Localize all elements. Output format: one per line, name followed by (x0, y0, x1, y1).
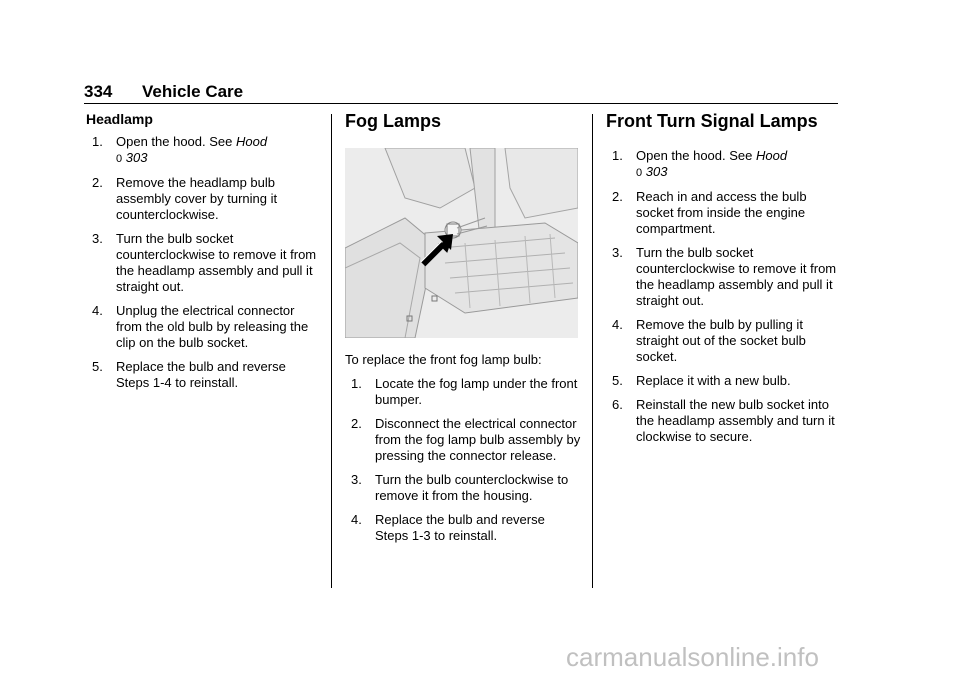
fog-lamps-heading: Fog Lamps (345, 111, 442, 131)
headlamp-steps (86, 134, 322, 391)
fog-lamps-section (345, 110, 581, 552)
list-item: 1. Locate the fog lamp under the front bumper. (351, 376, 578, 407)
list-item: 5. Replace the bulb and reverse Steps 1-4 to reinstall. (92, 359, 286, 390)
page-reference[interactable]: 0 303 (116, 150, 148, 165)
column-divider-2 (592, 114, 593, 588)
page-reference[interactable]: 0 303 (636, 164, 668, 179)
column-divider-1 (331, 114, 332, 588)
list-item: 4. Remove the bulb by pulling it straight out of the socket bulb socket. (612, 317, 806, 364)
list-item: 4. Unplug the electrical connector from the old bulb by releasing the clip on the bulb socket. (92, 303, 309, 350)
page-number: 334 (84, 82, 113, 101)
page-ref-icon: 0 (116, 153, 123, 165)
list-item: 1. Open the hood. See Hood 0 303 (86, 134, 322, 167)
headlamp-heading: Headlamp (86, 111, 153, 127)
fog-lamps-steps (345, 376, 581, 544)
list-item: 2. Disconnect the electrical connector from the fog lamp bulb assembly by pressing the connector release. (351, 416, 581, 463)
list-item: 2. Remove the headlamp bulb assembly cover by turning it counterclockwise. (92, 175, 278, 222)
list-item: 6. Reinstall the new bulb socket into the headlamp assembly and turn it clockwise to secure. (612, 397, 835, 444)
hood-link[interactable]: Hood (755, 148, 788, 163)
watermark: carmanualsonline.info (566, 642, 819, 672)
turn-signal-heading: Front Turn Signal Lamps (606, 111, 818, 131)
section-title: Vehicle Care (142, 82, 244, 101)
list-item: 3. Turn the bulb socket counterclockwise to remove it from the headlamp assembly and pull it straight out. (612, 245, 837, 308)
fog-lamp-illustration (345, 148, 578, 338)
fog-lamps-intro: To replace the front fog lamp bulb: (345, 352, 542, 367)
list-item: 3. Turn the bulb counterclockwise to remove it from the housing. (351, 472, 569, 503)
page-ref-icon: 0 (636, 167, 643, 179)
turn-signal-steps (606, 148, 842, 445)
headlamp-section (86, 110, 322, 399)
list-item: 3. Turn the bulb socket counterclockwise to remove it from the headlamp assembly and pull it straight out. (92, 231, 317, 294)
hood-link[interactable]: Hood (235, 134, 268, 149)
turn-signal-section (606, 110, 842, 453)
list-item: 4. Replace the bulb and reverse Steps 1-3 to reinstall. (351, 512, 545, 543)
header-rule (84, 103, 838, 104)
page-header (84, 82, 243, 102)
fog-lamp-drawing (345, 148, 578, 338)
list-item: 1. Open the hood. See Hood 0 303 (606, 148, 842, 181)
list-item: 5. Replace it with a new bulb. (612, 373, 791, 388)
list-item: 2. Reach in and access the bulb socket from inside the engine compartment. (612, 189, 807, 236)
